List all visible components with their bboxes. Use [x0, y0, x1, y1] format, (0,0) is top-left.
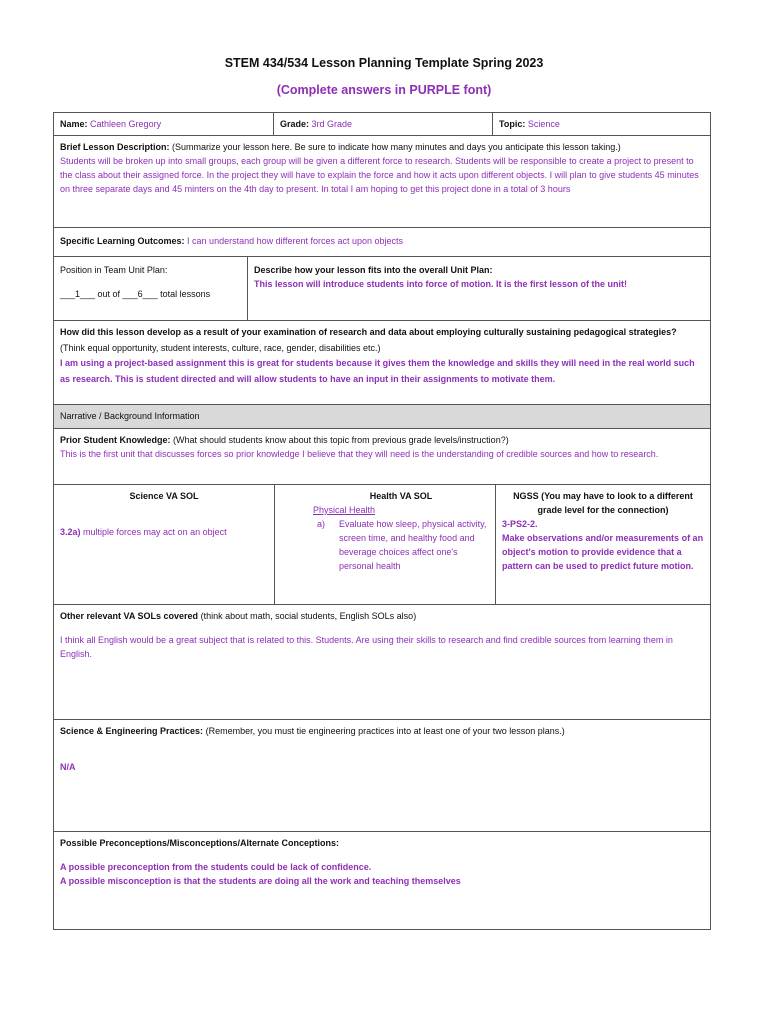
info-row: [54, 113, 710, 136]
practices-answer: N/A: [60, 762, 76, 772]
document-subtitle: (Complete answers in PURPLE font): [276, 83, 492, 97]
research-question: How did this lesson develop as a result of your examination of research and data about employing culturally sustaining pedagogical strategies?: [60, 327, 677, 337]
other-sols-prompt: (think about math, social students, English SOLs also): [200, 611, 417, 621]
science-sol-code: 3.2a): [60, 527, 81, 537]
prior-knowledge-label: Prior Student Knowledge:: [60, 435, 171, 445]
practices-label: Science & Engineering Practices:: [60, 726, 204, 736]
topic-cell: [492, 113, 710, 135]
health-sol-cell: [274, 485, 495, 604]
health-sol-item: [317, 517, 489, 573]
preconception-line: A possible preconception from the students could be lack of confidence.: [60, 862, 372, 872]
grade-label: Grade:: [280, 119, 310, 129]
research-prompt: (Think equal opportunity, student interests, culture, race, gender, disabilities etc.): [60, 342, 381, 353]
unit-fit-cell: [247, 257, 710, 320]
unit-fit-answer: This lesson will introduce students into force of motion. It is the first lesson of the unit!: [254, 279, 628, 289]
other-sols-label: Other relevant VA SOLs covered: [60, 611, 199, 621]
health-sol-header: Health VA SOL: [369, 491, 433, 501]
outcomes-label: Specific Learning Outcomes:: [60, 236, 185, 246]
document-title: STEM 434/534 Lesson Planning Template Spring 2023: [224, 56, 544, 70]
science-sol-header: Science VA SOL: [129, 491, 199, 501]
preconceptions-cell: [54, 832, 710, 929]
narrative-header-cell: [54, 405, 710, 428]
science-sol-cell: [54, 485, 274, 604]
outcomes-cell: [54, 228, 710, 256]
preconceptions-label: Possible Preconceptions/Misconceptions/Alternate Conceptions:: [60, 838, 340, 848]
ngss-code: 3-PS2-2.: [502, 519, 538, 529]
position-cell: [54, 257, 247, 320]
position-value: ___1___ out of ___6___ total lessons: [60, 289, 211, 299]
brief-description-label: Brief Lesson Description:: [60, 142, 170, 152]
ngss-cell: [495, 485, 710, 604]
other-sols-answer: I think all English would be a great subject that is related to this. Students. Are using their skills to research and find credible sources from learning them in English.: [60, 635, 673, 659]
sol-row: [54, 485, 710, 605]
health-sol-text: Evaluate how sleep, physical activity, screen time, and healthy food and beverage choices affect one's personal health: [339, 519, 487, 571]
research-row: [54, 321, 710, 405]
health-sol-subheader: Physical Health: [313, 505, 376, 515]
prior-knowledge-cell: [54, 429, 710, 484]
outcomes-answer: I can understand how different forces act upon objects: [187, 236, 404, 246]
topic-label: Topic:: [499, 119, 526, 129]
research-cell: [54, 321, 710, 404]
name-cell: [54, 113, 273, 135]
position-label: Position in Team Unit Plan:: [60, 265, 168, 275]
prior-knowledge-answer: This is the first unit that discusses forces so prior knowledge I believe that they will need is the understanding of credible sources and how to research.: [60, 449, 659, 459]
health-sol-marker: a): [317, 519, 326, 529]
practices-prompt: (Remember, you must tie engineering practices into at least one of your two lesson plans.): [205, 726, 565, 736]
name-label: Name:: [60, 119, 88, 129]
brief-description-prompt: (Summarize your lesson here. Be sure to indicate how many minutes and days you anticipate this lesson taking.): [172, 142, 621, 152]
misconception-line: A possible misconception is that the students are doing all the work and teaching themselves: [60, 876, 461, 886]
science-sol-text: multiple forces may act on an object: [83, 527, 227, 537]
preconceptions-row: [54, 832, 710, 929]
other-sols-row: [54, 605, 710, 720]
ngss-header: NGSS (You may have to look to a different grade level for the connection): [513, 491, 693, 515]
outcomes-row: [54, 228, 710, 257]
practices-row: [54, 720, 710, 832]
brief-description-answer: Students will be broken up into small groups, each group will be given a different force to research. Students will be responsible to create a project to present to the class about their assigned force. In the project they will have to explain the force and how it acts upon different objects. I will plan to give students 45 minutes on three separate days and 45 minters on the 4th day to present. In total I am hoping to get this project done in a total of 3 hours: [60, 156, 699, 194]
brief-description-cell: [54, 136, 710, 227]
lesson-plan-table: [53, 112, 711, 930]
research-answer: I am using a project-based assignment this is great for students because it gives them the knowledge and skills they will need in the real world such as research. This is student directed and will allow students to have an input in their assignments to motivate them.: [60, 358, 695, 384]
prior-knowledge-prompt: (What should students know about this topic from previous grade levels/instruction?): [173, 435, 509, 445]
grade-cell: [273, 113, 492, 135]
grade-value: 3rd Grade: [311, 119, 353, 129]
narrative-header-row: [54, 405, 710, 429]
topic-value: Science: [527, 119, 560, 129]
unit-fit-label: Describe how your lesson fits into the overall Unit Plan:: [254, 265, 493, 275]
position-row: [54, 257, 710, 321]
practices-cell: [54, 720, 710, 831]
name-value: Cathleen Gregory: [90, 119, 162, 129]
narrative-header-label: Narrative / Background Information: [60, 411, 200, 421]
brief-description-row: [54, 136, 710, 228]
other-sols-cell: [54, 605, 710, 719]
prior-knowledge-row: [54, 429, 710, 485]
ngss-text: Make observations and/or measurements of an object's motion to provide evidence that a pattern can be used to predict future motion.: [502, 533, 704, 571]
